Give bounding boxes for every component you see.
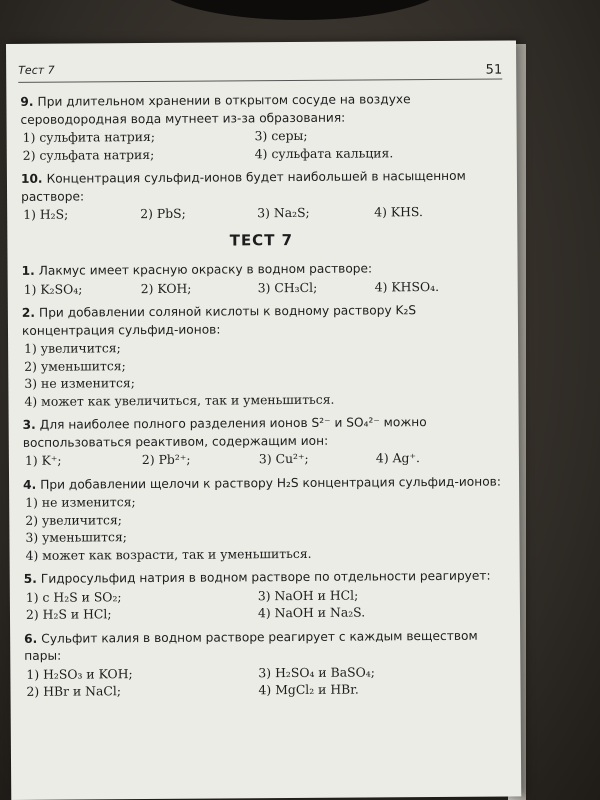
- answer-options: [21, 126, 501, 164]
- question-number: 9.: [20, 94, 34, 109]
- answer-options: [24, 585, 504, 623]
- answer-option: 4) Ag⁺.: [375, 450, 420, 466]
- answer-options: [22, 277, 502, 298]
- answer-option: 3) CH₃Cl;: [257, 279, 318, 295]
- question-number: 2.: [21, 305, 36, 320]
- question-body: Для наиболее полного разделения ионов S²⁻ и SO₄²⁻ можно воспользоваться реактивом, содержащим ион:: [22, 415, 427, 450]
- question: [24, 568, 504, 624]
- answer-option: 3) уменьшится;: [25, 529, 127, 545]
- answer-option: 2) увеличится;: [25, 511, 122, 528]
- question-body: При добавлении щелочи к раствору H₂S концентрация сульфид-ионов:: [40, 474, 501, 492]
- answer-option: 4) KHS.: [374, 204, 423, 220]
- question: [22, 302, 503, 410]
- answer-option: 4) сульфата кальция.: [254, 144, 394, 161]
- answer-option: 4) может как увеличиться, так и уменьшиться.: [24, 391, 335, 409]
- answer-option: 2) сульфата натрия;: [22, 146, 155, 163]
- answer-option: 1) K⁺;: [24, 452, 62, 468]
- question-body: Гидросульфид натрия в водном растворе по отдельности реагирует:: [40, 568, 491, 586]
- test-questions: [22, 260, 505, 701]
- question-text: [23, 414, 503, 452]
- answer-option: 4) KHSO₄.: [374, 278, 440, 294]
- answer-option: 1) H₂SO₃ и KOH;: [26, 665, 133, 682]
- answer-option: 3) Cu²⁺;: [258, 450, 309, 467]
- answer-option: 2) HBr и NaCl;: [26, 683, 122, 699]
- answer-option: 3) H₂SO₄ и BaSO₄;: [258, 663, 375, 680]
- question-body: Лакмус имеет красную окраску в водном растворе:: [38, 261, 373, 278]
- question: [22, 260, 502, 298]
- answer-options: [23, 491, 503, 564]
- answer-option: 4) может как возрасти, так и уменьшиться.: [25, 545, 312, 563]
- answer-option: 3) серы;: [254, 127, 308, 144]
- answer-option: 2) Pb²⁺;: [141, 451, 191, 468]
- answer-option: 3) NaOH и HCl;: [257, 587, 359, 603]
- answer-option: 2) H₂S и HCl;: [25, 606, 112, 622]
- question-number: 4.: [23, 477, 37, 492]
- answer-option: 1) H₂S;: [23, 206, 69, 222]
- page-content: [20, 91, 504, 708]
- answer-option: 4) MgCl₂ и HBr.: [258, 681, 359, 698]
- answer-option: 1) с H₂S и SO₂;: [25, 588, 122, 605]
- answer-option: 3) Na₂S;: [257, 204, 310, 221]
- question: [20, 91, 500, 164]
- question: [24, 627, 504, 700]
- question-body: При длительном хранении в открытом сосуде на воздухе сероводородная вода мутнеет из-за образования:: [20, 92, 411, 127]
- running-header: [18, 61, 502, 83]
- book-page: [6, 40, 521, 800]
- question: [23, 473, 504, 564]
- running-title: Тест 7: [18, 63, 55, 77]
- answer-option: 2) KOH;: [140, 280, 192, 296]
- answer-option: 3) не изменится;: [24, 375, 135, 391]
- previous-test-questions: [20, 91, 501, 224]
- answer-options: [21, 203, 501, 224]
- question-number: 1.: [21, 263, 35, 278]
- question-number: 3.: [22, 417, 36, 432]
- answer-option: 1) K₂SO₄;: [23, 280, 83, 297]
- question-number: 10.: [20, 171, 43, 186]
- page-number: 51: [485, 62, 503, 78]
- question-body: При добавлении соляной кислоты к водному раствору K₂S концентрация сульфид-ионов:: [21, 303, 417, 338]
- answer-option: 1) не изменится;: [25, 494, 136, 510]
- answer-options: [24, 662, 504, 700]
- question-text: [20, 91, 500, 129]
- answer-option: 2) уменьшится;: [24, 357, 126, 374]
- answer-options: [22, 337, 502, 410]
- question-text: [24, 627, 504, 665]
- question-number: 6.: [24, 631, 38, 646]
- question-body: Концентрация сульфид-ионов будет наибольшей в насыщенном растворе:: [21, 168, 466, 204]
- answer-option: 2) PbS;: [140, 205, 186, 222]
- answer-option: 4) NaOH и Na₂S.: [257, 604, 366, 621]
- answer-option: 1) сульфита натрия;: [22, 128, 156, 145]
- test-title: ТЕСТ 7: [229, 230, 294, 249]
- question-number: 5.: [23, 571, 37, 586]
- answer-option: 1) увеличится;: [24, 340, 121, 356]
- question-text: [21, 168, 501, 206]
- question-body: Сульфит калия в водном растворе реагирует с каждым веществом пары:: [24, 628, 478, 663]
- question-text: [22, 302, 502, 340]
- question: [21, 168, 501, 224]
- answer-options: [23, 449, 503, 470]
- question: [23, 414, 503, 470]
